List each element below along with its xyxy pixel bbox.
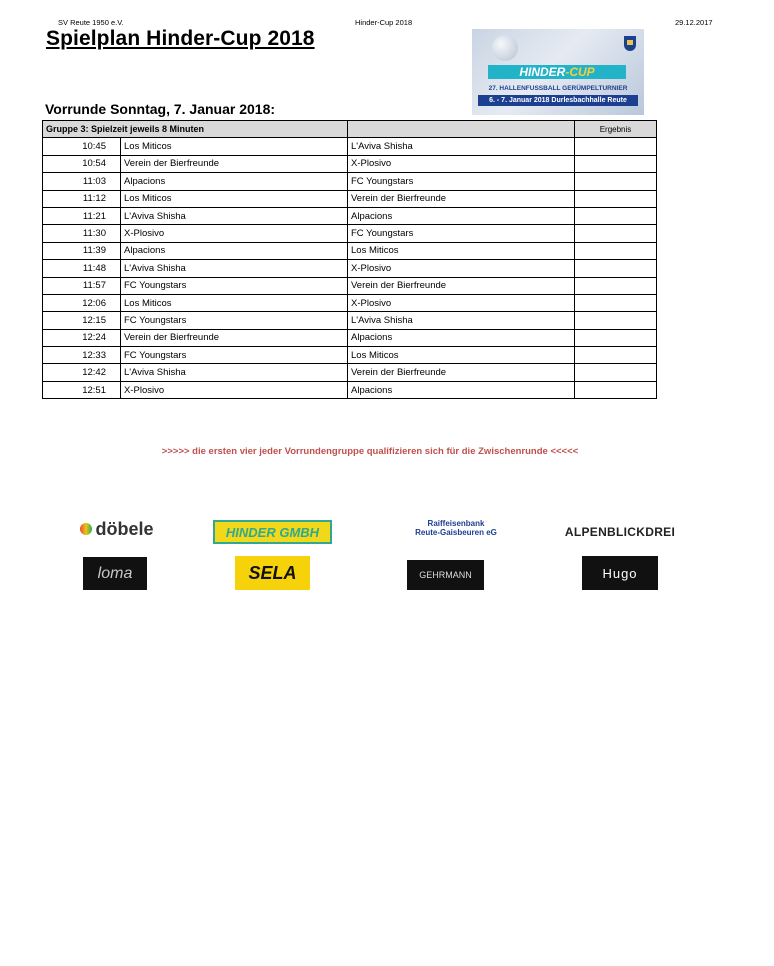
away-team: FC Youngstars [348,173,575,190]
result-cell [575,242,657,259]
match-time: 12:24 [43,329,121,346]
result-cell [575,277,657,294]
table-row [43,173,657,190]
away-team: Los Miticos [348,347,575,364]
result-cell [575,138,657,155]
schedule-table [42,120,657,399]
raiffeisen-line1: Raiffeisenbank [427,519,485,528]
page-title: Spielplan Hinder-Cup 2018 [46,27,315,50]
home-team: Alpacions [121,173,348,190]
result-cell [575,294,657,311]
table-row [43,277,657,294]
match-time: 10:54 [43,155,121,172]
result-cell [575,190,657,207]
table-row [43,138,657,155]
match-time: 11:21 [43,207,121,224]
result-cell [575,155,657,172]
table-row [43,225,657,242]
table-header-row [43,121,657,138]
away-team: X-Plosivo [348,260,575,277]
home-team: L'Aviva Shisha [121,260,348,277]
home-team: Alpacions [121,242,348,259]
result-cell [575,364,657,381]
sponsor-loma-logo: loma [83,557,147,590]
away-team: L'Aviva Shisha [348,312,575,329]
result-cell [575,260,657,277]
result-cell [575,207,657,224]
sponsor-doebele-text: döbele [95,518,154,539]
sponsor-alpenblickdrei-logo: ALPENBLICKDREI [564,525,676,539]
table-row [43,312,657,329]
match-time: 10:45 [43,138,121,155]
away-team: Verein der Bierfreunde [348,364,575,381]
raiffeisen-line2: Reute-Gaisbeuren eG [415,528,497,537]
qualification-note: >>>>> die ersten vier jeder Vorrundengruppe qualifizieren sich für die Zwischenrunde <<<<< [161,446,579,457]
result-cell [575,173,657,190]
away-team: Alpacions [348,381,575,398]
match-time: 11:03 [43,173,121,190]
banner-logo [488,65,626,79]
away-team: Alpacions [348,207,575,224]
away-team: L'Aviva Shisha [348,138,575,155]
result-cell [575,381,657,398]
match-time: 12:51 [43,381,121,398]
match-time: 11:30 [43,225,121,242]
match-time: 12:15 [43,312,121,329]
header-empty-cell [348,121,575,138]
banner-line1: 27. HALLENFUSSBALL GERÜMPELTURNIER [488,85,628,92]
match-time: 11:12 [43,190,121,207]
sponsor-doebele-logo [72,512,162,546]
match-time: 12:06 [43,294,121,311]
match-time: 11:57 [43,277,121,294]
home-team: FC Youngstars [121,312,348,329]
table-row [43,155,657,172]
sponsor-hugo-logo: Hugo [582,556,658,590]
header-club: SV Reute 1950 e.V. [58,18,124,27]
result-cell [575,225,657,242]
event-banner-image [472,29,644,115]
home-team: L'Aviva Shisha [121,207,348,224]
home-team: L'Aviva Shisha [121,364,348,381]
away-team: Verein der Bierfreunde [348,190,575,207]
match-time: 11:48 [43,260,121,277]
sponsor-raiffeisen-logo [395,508,517,548]
doebele-mark-icon [80,523,92,535]
table-row [43,329,657,346]
banner-logo-cup: -CUP [565,65,595,79]
home-team: FC Youngstars [121,347,348,364]
football-graphic [492,35,518,61]
result-cell [575,312,657,329]
home-team: X-Plosivo [121,225,348,242]
banner-logo-main: HINDER [519,65,566,79]
home-team: Los Miticos [121,190,348,207]
home-team: Los Miticos [121,294,348,311]
group-header: Gruppe 3: Spielzeit jeweils 8 Minuten [43,121,348,138]
away-team: X-Plosivo [348,294,575,311]
away-team: FC Youngstars [348,225,575,242]
match-time: 12:42 [43,364,121,381]
table-row [43,190,657,207]
table-row [43,207,657,224]
header-date: 29.12.2017 [675,18,713,27]
away-team: X-Plosivo [348,155,575,172]
sponsor-hinder-logo: HINDER GMBH [213,520,332,544]
table-row [43,242,657,259]
away-team: Los Miticos [348,242,575,259]
table-row [43,364,657,381]
table-row [43,294,657,311]
home-team: FC Youngstars [121,277,348,294]
table-row [43,260,657,277]
table-row [43,347,657,364]
header-event: Hinder-Cup 2018 [355,18,413,27]
home-team: Los Miticos [121,138,348,155]
home-team: X-Plosivo [121,381,348,398]
sponsor-sela-logo: SELA [235,556,310,590]
table-row [43,381,657,398]
round-subtitle: Vorrunde Sonntag, 7. Januar 2018: [45,101,276,117]
crest-icon [624,36,636,51]
banner-line2: 6. - 7. Januar 2018 Durlesbachhalle Reute [478,95,638,106]
match-time: 11:39 [43,242,121,259]
home-team: Verein der Bierfreunde [121,329,348,346]
result-cell [575,347,657,364]
away-team: Alpacions [348,329,575,346]
match-time: 12:33 [43,347,121,364]
away-team: Verein der Bierfreunde [348,277,575,294]
result-cell [575,329,657,346]
sponsor-gehrmann-logo: GEHRMANN [407,560,484,590]
home-team: Verein der Bierfreunde [121,155,348,172]
result-header: Ergebnis [575,121,657,138]
